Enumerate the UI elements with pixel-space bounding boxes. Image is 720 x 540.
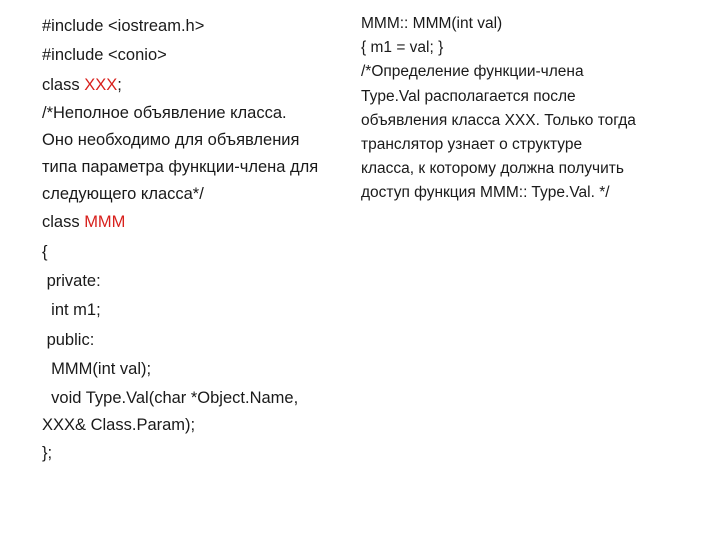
member-m1: int m1; — [42, 301, 101, 320]
typeval-declaration-line-2: XXX& Class.Param); — [42, 415, 196, 434]
public-label: public: — [42, 330, 95, 349]
comment-line-2: Type.Val располагается после — [361, 87, 576, 105]
comment-line-2: Оно необходимо для объявления — [42, 131, 300, 150]
close-brace: }; — [42, 443, 53, 462]
comment-line-3: объявления класса XXX. Только тогда — [361, 111, 636, 129]
class-xxx-declaration — [42, 71, 352, 100]
class-name-mmm: MMM — [84, 213, 126, 232]
include-iostream-line: #include <iostream.h> — [42, 17, 205, 35]
code-listing-left — [42, 12, 352, 468]
class-keyword: class — [42, 213, 85, 232]
comment-line-1: /*Неполное объявление класса. — [42, 104, 287, 123]
open-brace: { — [42, 242, 48, 261]
constructor-body: { m1 = val; } — [361, 39, 444, 57]
constructor-definition: MMM:: MMM(int val) — [361, 15, 503, 32]
comment-line-5: класса, к которому должна получить — [361, 160, 624, 178]
typeval-declaration-line-1: void Type.Val(char *Object.Name, — [42, 388, 299, 407]
semicolon: ; — [117, 75, 122, 94]
class-keyword: class — [42, 75, 85, 94]
comment-line-4: транслятор узнает о структуре — [361, 135, 583, 153]
comment-line-1: /*Определение функции-члена — [361, 63, 584, 81]
class-mmm-declaration — [42, 208, 352, 237]
include-conio-line: #include <conio> — [42, 46, 167, 65]
code-listing-right — [361, 12, 701, 206]
comment-line-3: типа параметра функции-члена для — [42, 158, 319, 177]
class-name-xxx: XXX — [84, 75, 118, 94]
comment-line-6: доступ функция MMM:: Type.Val. */ — [361, 184, 610, 202]
comment-line-4: следующего класса*/ — [42, 185, 204, 204]
private-label: private: — [42, 271, 101, 290]
constructor-declaration: MMM(int val); — [42, 360, 152, 379]
